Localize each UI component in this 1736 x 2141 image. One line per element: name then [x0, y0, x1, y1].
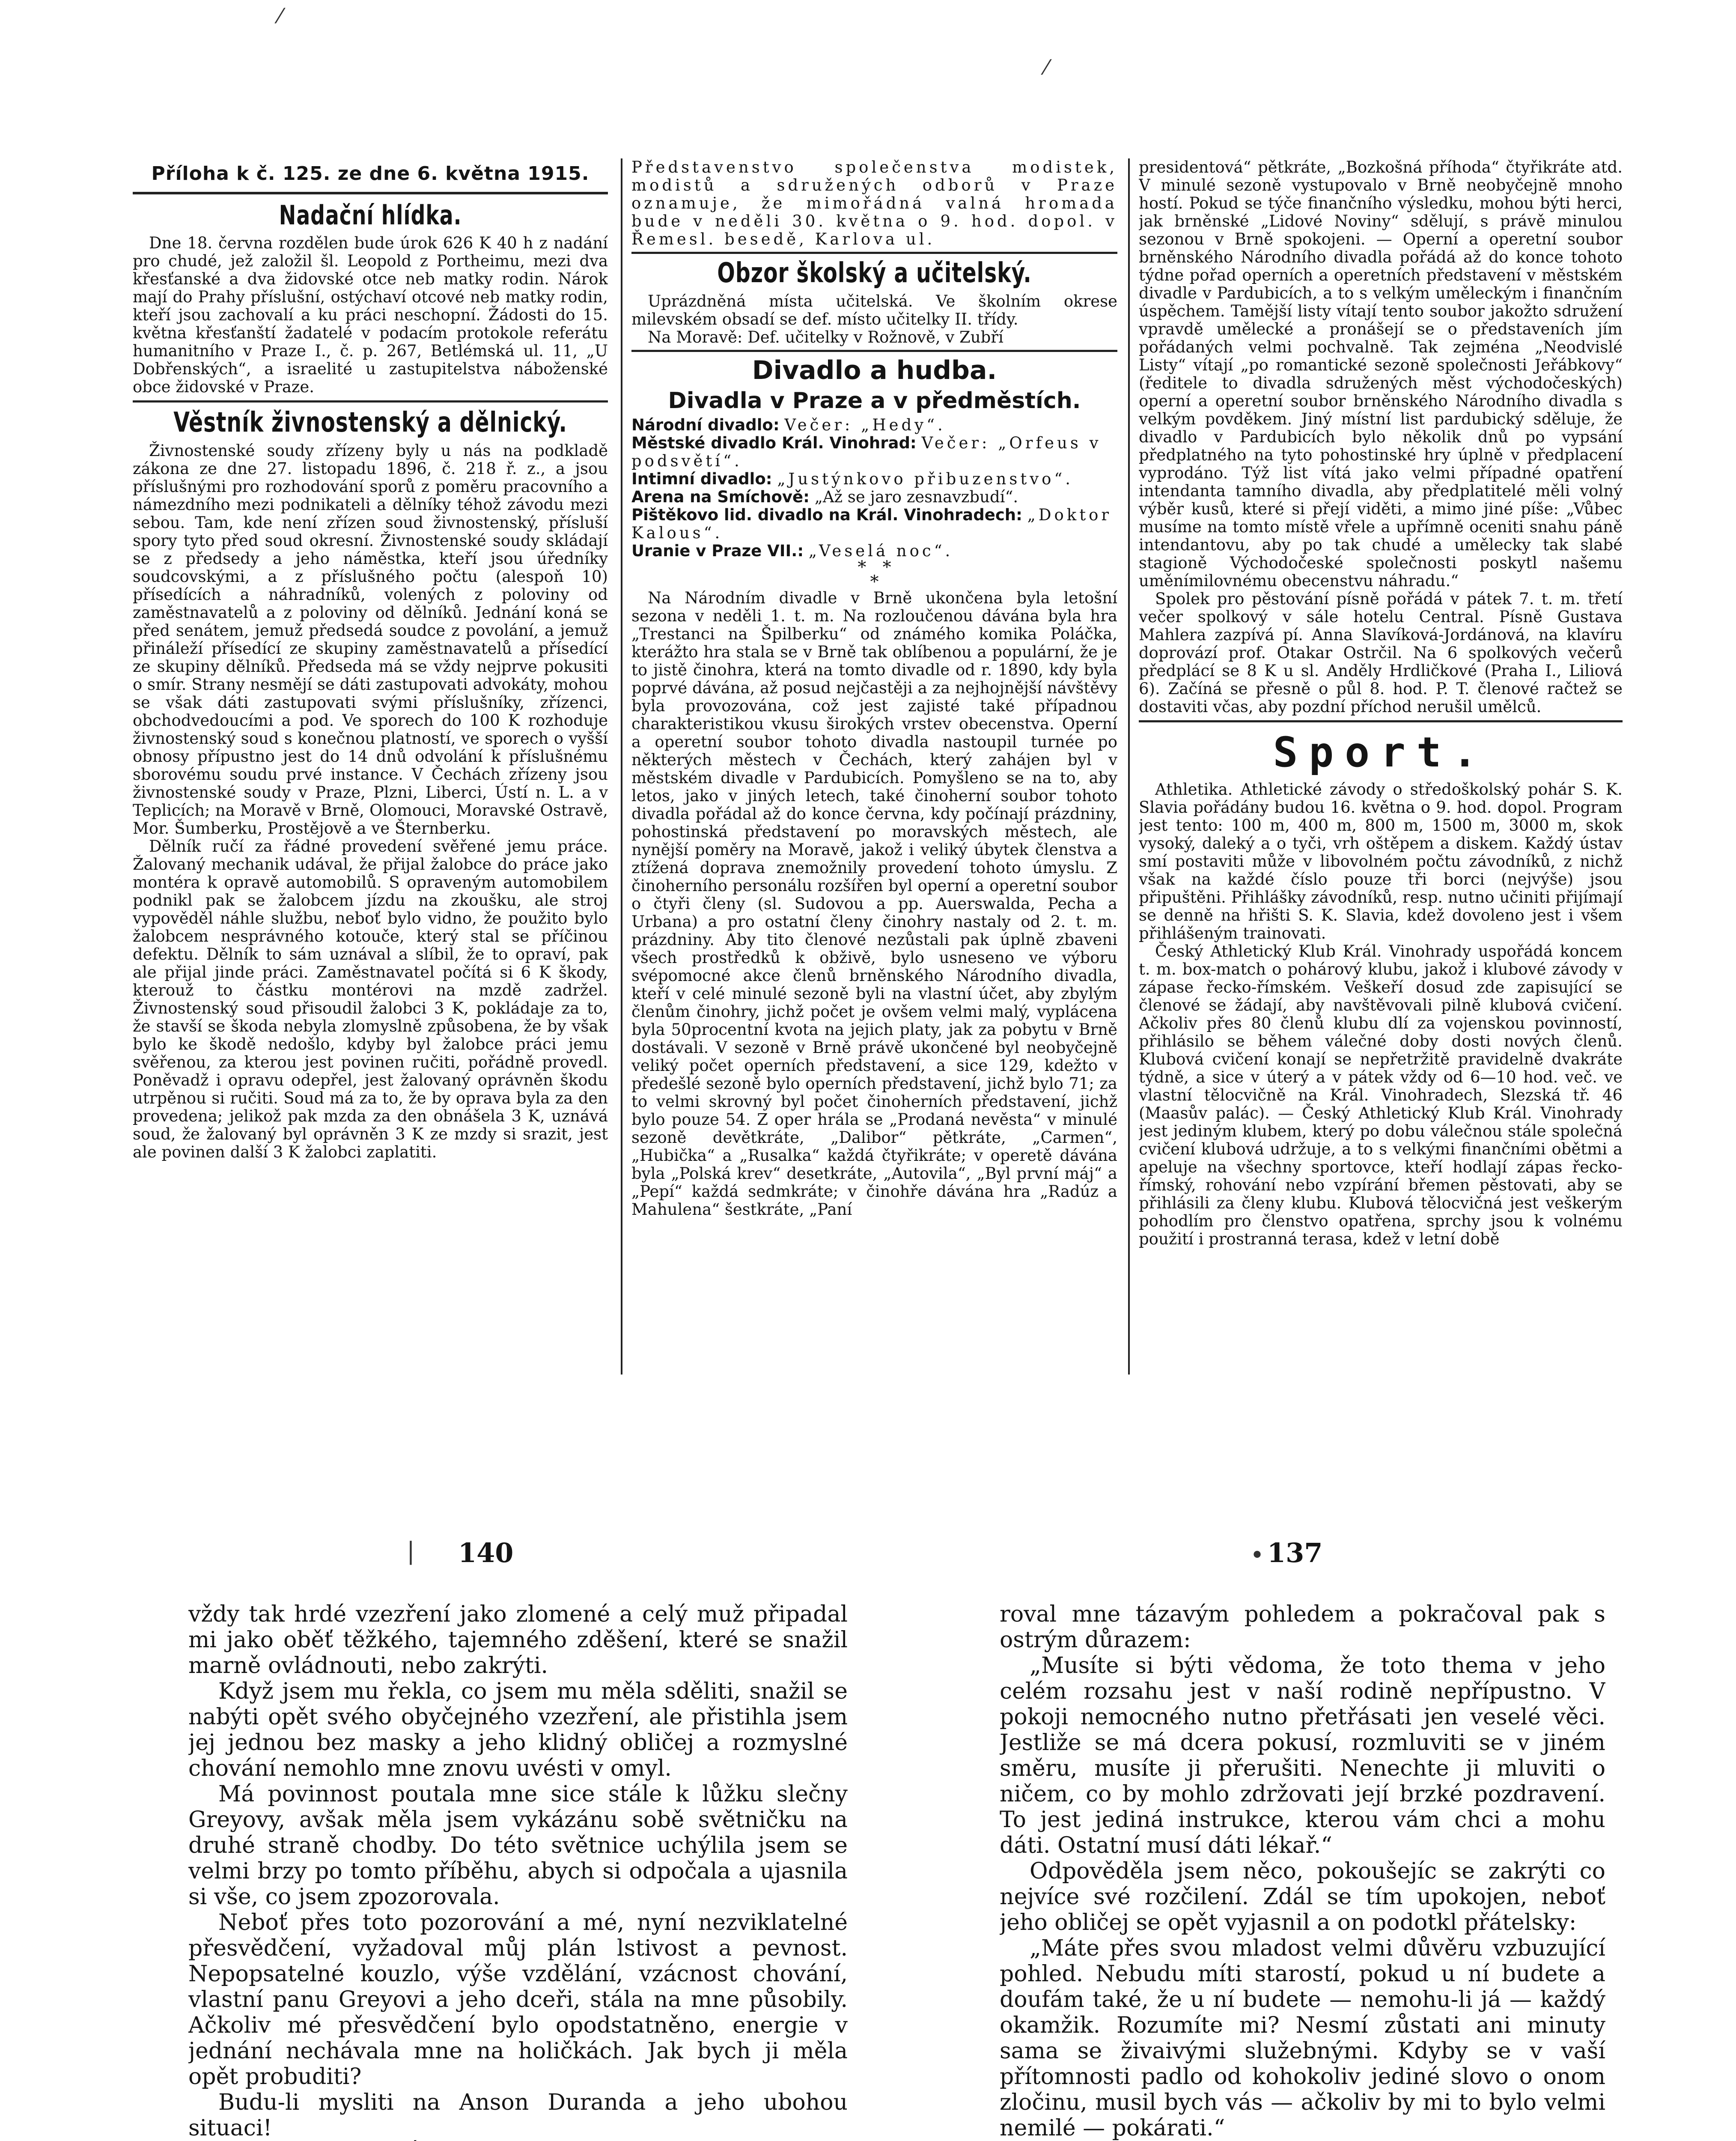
column-rule-1 — [621, 158, 622, 1375]
column-2 — [631, 158, 1117, 1375]
scan-mark: | — [407, 1537, 415, 1565]
skolsky-para-1: Uprázdněná místa učitelská. Ve školním okrese milevském obsadí se def. místo učitelky II. třídy. — [631, 292, 1117, 328]
book-para: Budu-li mysliti na Anson Duranda a jeho ubohou situaci! — [188, 2090, 848, 2141]
nadacni-text: Dne 18. června rozdělen bude úrok 626 K 40 h z nadání pro chudé, jež založil šl. Leopold z Portheimu, mezi dva křesťanské a dva židovské otce neb matky rodin. Nárok mají do Prahy příslušní, ostýchaví otcové neb matky rodin, kteří jsou zachovalí a ku práci neschopní. Žádosti do 15. května křesťanští žadatelé v podacím protokole referátu humanitního v Praze I., č. p. 267, Betlémská ul. 11, „U Dobřenských“, a israelité u zastupitelstva náboženské obce židovské v Praze. — [133, 234, 608, 396]
theatre-entry: Arena na Smíchově: „Až se jaro zesnavzbudí“. — [631, 488, 1018, 506]
song-society-notice: Spolek pro pěstování písně pořádá v pátek 7. t. m. třetí večer spolkový v sále hotelu Central. Písně Gustava Mahlera zazpívá pí. Anna Slavíková-Jordánová, na klavíru doprovází prof. Otakar Ostrčil. Na 6 spolkových večerů předplácí se 8 K u sl. Anděly Hrdličkové (Praha I., Liliová 6). Začíná se přesně o půl 8. hod. P. T. členové račtež se dostaviti včas, aby pozdní příchod nerušil umělců. — [1139, 590, 1623, 716]
vestnik-para-2: Dělník ručí za řádné provedení svěřené jemu práce. Žalovaný mechanik udával, že přijal žalobce do práce jako montéra k opravě automobilů. S opraveným automobilem podnikl pak se žalobcem jízdu na zkoušku, ale stroj vypověděl náhle službu, neboť bylo vidno, že použito bylo žalobcem nesprávného kotouče, který stal se příčinou defektu. Dělník to sám uznával a slíbil, že to opraví, pak ale přijal jinde práci. Zaměstnavatel počítá si 6 K škody, kterouž to částku montérovi na mzdě zadržel. Živnostenský soud přisoudil žalobci 3 K, pokládaje za to, že stavší se škoda nebyla zlomyslně způsobena, že by však bylo ke škodě nedošlo, kdyby byl žalobce práci jemu svěřenou, za kterou jest povinen ručiti, pořádně provedl. Poněvadž i opravu odepřel, jest žalovaný oprávněn škodu utrpěnou si ručiti. Soud má za to, že by oprava byla za den provedena; jelikož pak mzda za den obnášela 3 K, uznává soud, že žalovaný byl oprávněn 3 K ze mzdy si srazit, jest ale povinen další 3 K žalobci zaplatiti. — [133, 837, 608, 1161]
left-page-number: 140 — [458, 1537, 514, 1568]
vestnik-title: Věstník živnostenský a dělnický. — [173, 407, 567, 438]
athletics-para-1: Athletika. Athletické závody o středoškolský pohár S. K. Slavia pořádány budou 16. května o 9. hod. dopol. Program jest tento: 100 m, 400 m, 800 m, 1500 m, 3000 m, skok vysoký, daleký a o tyči, vrh oštěpem a diskem. Každý ústav smí postaviti může v libovolném počtu závodníků, z nichž však na každé číslo pouze tři borci (nejvýše) jsou připuštěni. Přihlášky závodníků, resp. nutno učiniti přijímají se denně na hřišti S. K. Slavia, kdež dovoleno jest i všem přihlášeným trainovati. — [1139, 780, 1623, 942]
book-para: Odpověděla jsem něco, pokoušejíc se zakrýti co nejvíce své rozčilení. Zdál se tím upokojen, neboť jeho obličej se opět vyjasnil a on podotkl přátelsky: — [1000, 1858, 1605, 1935]
scan-mark: • — [1250, 1542, 1265, 1569]
book-para: „Musíte si býti vědoma, že toto thema v jeho celém rozsahu jest v naší rodině nepřípustno. V pokoji nemocného nutno přetřásati jen veselé věci. Jestliže se má dcera pokusí, rozmluviti se v jiném směru, musíte ji přerušiti. Nenechte ji mluviti o ničem, co by mohlo zdržovati její brzké pozdravení. To jest jediná instrukce, kterou vám chci a mohu dáti. Ostatní musí dáti lékař.“ — [1000, 1653, 1605, 1858]
theatre-continuation: presidentová“ pětkráte, „Bozkošná příhoda“ čtyřikráte atd. V minulé sezoně vystupovalo v Brně neobyčejně mnoho hostí. Pokud se týče finančního výsledku, mohou býti herci, jak brněnské „Lidové Noviny“ sdělují, s právě minulou sezonou v Brně spokojeni. — Operní a operetní soubor brněnského Národního divadla pořádá až do konce tohoto týdne pořad operních a operetních představení v městském divadle v Pardubicích, a to s velkým uměleckým i finančním úspěchem. Tamější listy vítají tento soubor jakožto sdružení vpravdě umělecké a pronášejí se o představeních jím pořádaných velmi pochvalně. Tak zejména „Neodvislé Listy“ vítají „po romantické sezoně společnosti Jeřábkovy“ (ředitele to divadla sdružených měst východočeských) operní a operetní soubor brněnského Národního divadla s velkým povděkem. Jiný místní list pardubický sděluje, že divadlo v Pardubicích bylo několik dnů po vypsání předplatného na tyto pohostinské hry úplně v předplacení vyprodáno. Týž list vítá jako velmi případné opatření intendanta tamního divadla, aby předplatitelé měli volný výběr kusů, které si přejí viděti, a mimo jiné píše: „Vůbec musíme na tomto místě vřele a upřímně oceniti snahu páně intendantovu, aby po tak chudé a umělecky tak slabé stagioně Východočeské společnosti poskytl našemu uměnímilovnému obecenstvu náhradu.“ — [1139, 158, 1623, 590]
theatre-entry: Pištěkovo lid. divadlo na Král. Vinohradech: „Doktor Kalous“. — [631, 506, 1112, 542]
book-para: roval mne tázavým pohledem a pokračoval pak s ostrým důrazem: — [1000, 1601, 1605, 1653]
section-rule — [1139, 720, 1623, 722]
book-page-left — [188, 1601, 848, 2141]
theatre-list — [631, 416, 1117, 560]
issue-header: Příloha k č. 125. ze dne 6. května 1915. — [151, 163, 590, 185]
book-para: vždy tak hrdé vzezření jako zlomené a celý muž připadal mi jako oběť těžkého, tajemného zděšení, které se snažil marně ovládnouti, nebo zakrýti. — [188, 1601, 848, 1679]
theatre-entry: Městské divadlo Král. Vinohrad: Večer: „Orfeus v podsvětí“. — [631, 434, 1102, 470]
book-para: Má povinnost poutala mne sice stále k lůžku slečny Greyovy, avšak měla jsem vykázánu sobě světničku na druhé straně chodby. Do této světnice uchýlila jsem se velmi brzy po tomto příběhu, abych si odpočala a ujasnila si vše, co jsem zpozorovala. — [188, 1781, 848, 1910]
brno-theatre-text: Na Národním divadle v Brně ukončena byla letošní sezona v neděli 1. t. m. Na rozloučenou dávána byla hra „Trestanci na Špilberku“ od známého komika Poláčka, kterážto hra stala se v Brně tak oblíbenou a populární, že je to jistě činohra, která na tomto divadle od r. 1890, kdy byla poprvé dávána, až posud nejčastěji a za nejhojnější návštěvy byla provozována, což jest zajisté také případnou charakteristikou vkusu širokých vrstev obecenstva. Operní a operetní soubor tohoto divadla nastoupil turnée po některých městech v Čechách, který zahájen byl v městském divadle v Pardubicích. Pomyšleno se na to, aby letos, jako v jiných letech, také činoherní soubor tohoto divadla pořádal až do konce června, kdy počínají prázdniny, pohostinská představení po moravských městech, ale nynější poměry na Moravě, jakož i veliký úbytek členstva a ztížená doprava znemožnily provedení tohoto úmyslu. Z činoherního personálu rozšířen byl operní a operetní soubor o čtyři členy (sl. Sudovou a pp. Auerswalda, Pecha a Urbana) a pro ostatní členy činohry nastaly od 2. t. m. prázdniny. Aby tito členové nezůstali pak úplně zbaveni všech prostředků k obživě, bylo usneseno ve výboru svépomocné akce členů brněnského Národního divadla, kteří v celé minulé sezoně byli na vlastní účet, aby zbylým členům činohry, jichž počet je ovšem velmi malý, vyplácena byla 50procentní kvota na jejich platy, jak za pobytu v Brně dostávali. V sezoně v Brně právě ukončené byl neobyčejně veliký počet operních představení, a sice 129, kdežto v předešlé sezoně bylo operních představení, jichž bylo 71; za to velmi skrovný byl počet činoherních představení, jichž bylo pouze 54. Z oper hrála se „Prodaná nevěsta“ v minulé sezoně devětkráte, „Dalibor“ pětkráte, „Carmen“, „Hubička“ a „Rusalka“ každá čtyřikráte; v operetě dávána byla „Polská krev“ desetkráte, „Autovila“, „Byl první máj“ a „Pepí“ každá sedmkráte; v činohře dávána hra „Radúz a Mahulena“ šestkráte, „Paní — [631, 589, 1117, 1219]
column-1 — [133, 197, 608, 1375]
header-rule — [133, 192, 608, 194]
book-para: Když jsem mu řekla, co jsem mu měla sděliti, snažil se nabýti opět svého obyčejného vzezření, ale přistihla jsem jej jednou bez masky a jeho klidný obličej a rozmyslné chování nemohlo mne znovu uvésti v omyl. — [188, 1679, 848, 1781]
theatre-entry: Intimní divadlo: „Justýnkovo přibuzenstvo“. — [631, 470, 1074, 488]
sport-title: Sport. — [1273, 728, 1489, 776]
section-rule — [631, 252, 1117, 254]
society-notice: Představenstvo společenstva modistek, modistů a sdružených odborů v Praze oznamuje, že mimořádná valná hromada bude v neděli 30. května o 9. hod. dopol. v Řemesl. besedě, Karlova ul. — [631, 158, 1117, 248]
theatre-entry: Národní divadlo: Večer: „Hedy“. — [631, 416, 946, 434]
column-3 — [1139, 158, 1623, 1375]
section-stars: * * * — [858, 558, 891, 592]
theatre-entry: Uranie v Praze VII.: „Veselá noc“. — [631, 542, 953, 560]
section-rule — [631, 350, 1117, 352]
right-page-number: 137 — [1267, 1537, 1323, 1568]
skolsky-para-2: Na Moravě: Def. učitelky v Rožnově, v Zubří — [648, 328, 1003, 346]
book-page-right — [1000, 1601, 1605, 2141]
athletics-para-2: Český Athletický Klub Král. Vinohrady uspořádá koncem t. m. box-match o pohárový klubu, jakož i klubové závody v zápase řecko-římském. Veškeří dosud zde zapisující se členové se žádají, aby navštěvovali pilně klubová cvičení. Ačkoliv přes 80 členů klubu dlí za vojenskou povinností, přihlásilo se během válečné doby dosti nových členů. Klubová cvičení konají se nepřetržitě pravidelně dvakráte týdně, a sice v úterý a v pátek vždy od 6—10 hod. več. ve vlastní tělocvičně na Král. Vinohradech, Slezská tř. 46 (Maasův palác). — Český Athletický Klub Král. Vinohrady jest jediným klubem, který po dobu válečnou stále společná cvičení klubová udržuje, a to s velkými finančními obětmi a apeluje na všechny sportovce, kteří hodlají zápas řecko-římský, rohování nebo vzpírání břemen pěstovati, aby se přihlásili za členy klubu. Klubová tělocvičná jest veškerým pohodlím pro členstvo opatřena, sprchy jsou k volnému použití i prostranná terasa, kdež v letní době — [1139, 942, 1623, 1248]
divadla-praha-title: Divadla v Praze a v předměstích. — [668, 388, 1081, 414]
newspaper-header — [133, 163, 608, 185]
newspaper-page — [133, 158, 1623, 1379]
skolsky-title: Obzor školský a učitelský. — [717, 257, 1032, 289]
column-rule-2 — [1128, 158, 1130, 1375]
vestnik-para-1: Živnostenské soudy zřízeny byly u nás na podkladě zákona ze dne 27. listopadu 1896, č. 218 ř. z., a jsou příslušnými pro rozhodování sporů z poměru pracovního a námezdního mezi podnikateli a dělníky téhož závodu mezi sebou. Tam, kde není zřízen soud živnostenský, přísluší spory tyto před soud okresní. Živnostenské soudy skládají se z předsedy a jeho náměstka, kteří jsou úředníky soudcovskými, a z příslušného počtu (alespoň 10) přísedících a náhradníků, volených z polovinу od zaměstnavatelů a z polovinу od dělníků. Jednání koná se před senátem, jemuž předsedá soudce z povolání, a jemuž přináleží přísedící ze skupiny zaměstnavatelů a přísedící ze skupiny dělníků. Předseda má se vždy nejprve pokusiti o smír. Strany nesmějí se dáti zastupovati advokáty, mohou se však dáti zastupovati svými příslušníky, zřízenci, obchodvedoucími a pod. Ve sporech do 100 K rozhoduje živnostenský soud s konečnou platností, ve sporech o vyšší obnosy přípustno jest do 14 dnů odvolání k příslušnému sborovému soudu prvé instance. V Čechách zřízeny jsou živnostenské soudy v Praze, Plzni, Liberci, Ústí n. L. a v Teplicích; na Moravě v Brně, Olomouci, Moravské Ostravě, Mor. Šumberku, Prostějově a ve Šternberku. — [133, 441, 608, 838]
scan-mark: ⁄ — [278, 4, 282, 28]
book-para: Neboť přes toto pozorování a mé, nyní nezviklatelné přesvědčení, vyžadoval můj plán lstivost a pevnost. Nepopsatelné kouzlo, výše vzdělání, vzácnost chování, vlastní panu Greyovi a jeho dceři, stála na mne působily. Ačkoliv mé přesvědčení bylo opodstatněno, energie v jednání nechávala mne na holičkách. Jak bych ji měla opět probuditi? — [188, 1910, 848, 2090]
scan-mark: ⁄ — [1045, 56, 1048, 80]
nadacni-title: Nadační hlídka. — [279, 200, 462, 231]
section-rule — [133, 400, 608, 403]
divadlo-title: Divadlo a hudba. — [752, 355, 997, 385]
book-para: „Máte přes svou mladost velmi důvěru vzbuzující pohled. Nebudu míti starostí, pokud u ní budete a doufám také, že u ní budete — nemohu-li já — každý okamžik. Rozumíte mi? Nesmí zůstati ani minuty sama se živaivými služebnými. Kdyby se v vaší přítomnosti padlo od kohokoliv jediné slovo o onom zločinu, musil bych vás — ačkoliv by mi to bylo velmi nemilé — pokárati.“ — [1000, 1935, 1605, 2141]
